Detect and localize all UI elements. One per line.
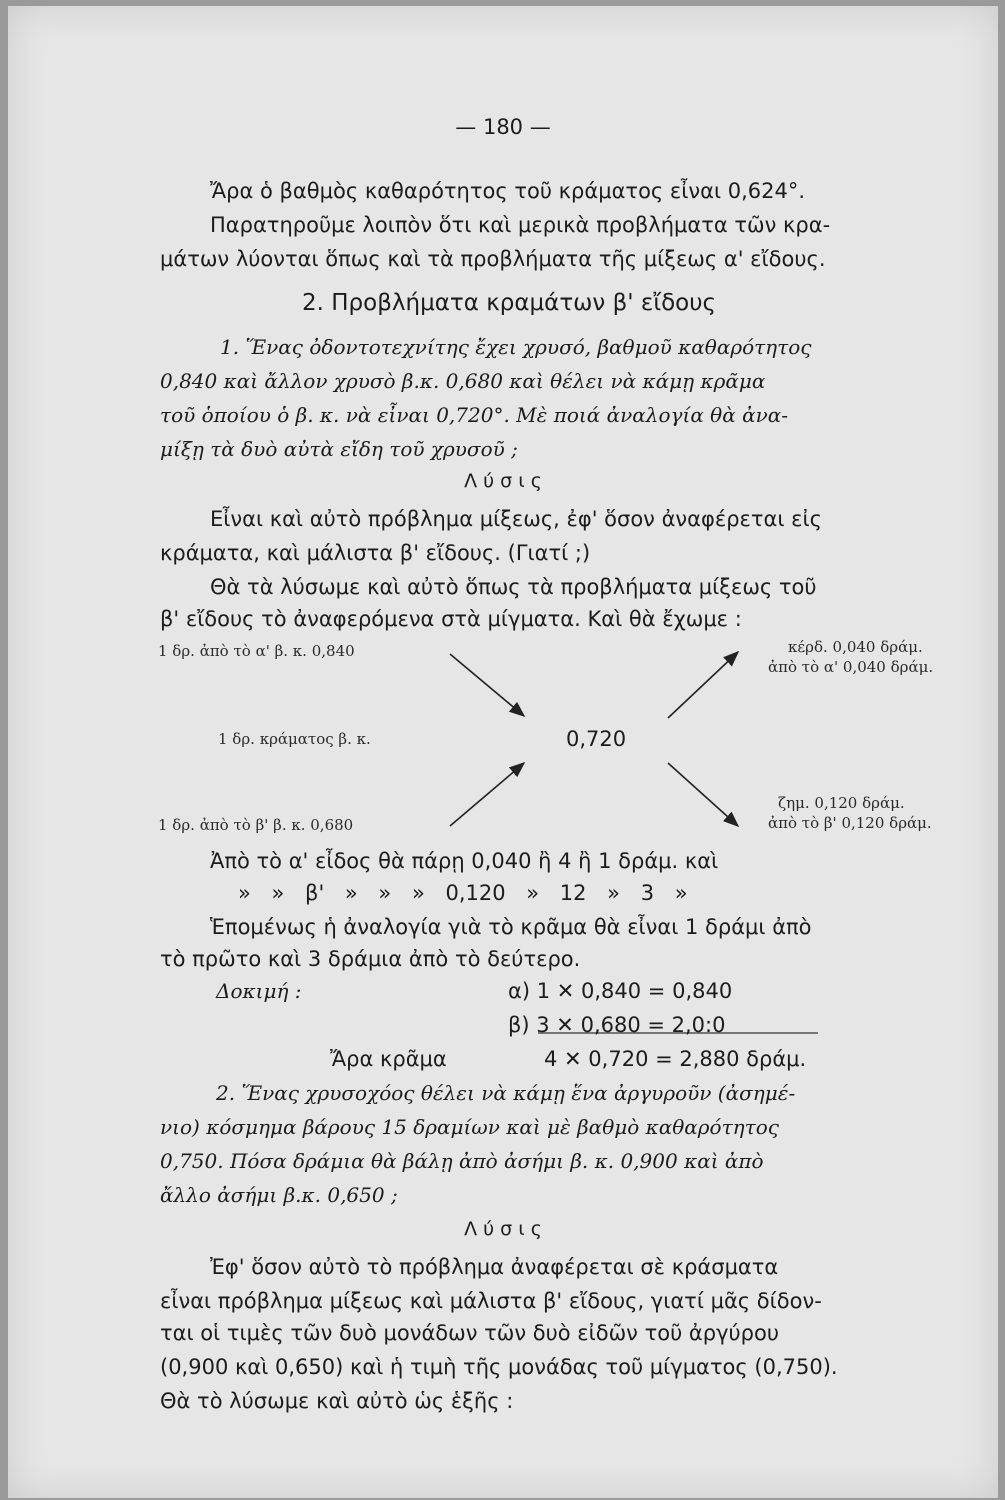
text-line: Θὰ τὸ λύσωμε καὶ αὐτὸ ὡς ἑξῆς : (160, 1389, 514, 1413)
book-page (8, 6, 998, 1498)
arrow-line (668, 763, 738, 826)
problem-1-text: 0,840 καὶ ἄλλον χρυσὸ β.κ. 0,680 καὶ θέλει νὰ κάμῃ κρᾶμα (160, 369, 766, 393)
problem-2-text: 0,750. Πόσα δράμια θὰ βάλῃ ἀπὸ ἀσήμι β. κ. 0,900 καὶ ἀπὸ (160, 1149, 764, 1173)
page-number: — 180 — (455, 115, 551, 139)
solution-label: Λ ύ σ ι ς (464, 1218, 542, 1240)
text-line: τὸ πρῶτο καὶ 3 δράμια ἀπὸ τὸ δεύτερο. (160, 947, 581, 971)
diagram-right-top: κέρδ. 0,040 δράμ. (788, 638, 923, 656)
problem-2-text: ἄλλο ἀσήμι β.κ. 0,650 ; (160, 1183, 398, 1207)
arrow-line (668, 652, 738, 718)
proof-label: Δοκιμή : (216, 979, 302, 1003)
diagram-right-bot: ζημ. 0,120 δράμ. (778, 794, 905, 812)
proof-total: 4 ✕ 0,720 = 2,880 δράμ. (544, 1047, 807, 1071)
text-line: Ἐφ' ὅσον αὐτὸ τὸ πρόβλημα ἀναφέρεται σὲ κράσματα (210, 1255, 779, 1279)
text-line: ται οἱ τιμὲς τῶν δυὸ μονάδων τῶν δυὸ εἰδῶν τοῦ ἀργύρου (160, 1321, 779, 1345)
problem-1-text: μίξῃ τὰ δυὸ αὐτὰ εἴδη τοῦ χρυσοῦ ; (160, 437, 518, 461)
arrow-line (450, 763, 524, 826)
text-line: εἶναι πρόβλημα μίξεως καὶ μάλιστα β' εἴδους, γιατί μᾶς δίδον- (160, 1289, 822, 1313)
text-line: Ἄρα ὁ βαθμὸς καθαρότητος τοῦ κράματος εἶναι 0,624°. (210, 179, 806, 203)
text-line: Θὰ τὰ λύσωμε καὶ αὐτὸ ὅπως τὰ προβλήματα μίξεως τοῦ (210, 575, 817, 599)
text-line: μάτων λύονται ὅπως καὶ τὰ προβλήματα τῆς μίξεως α' εἴδους. (160, 247, 826, 271)
problem-1-text: τοῦ ὁποίου ὁ β. κ. νὰ εἶναι 0,720°. Μὲ ποιά ἀναλογία θὰ ἀνα- (160, 403, 789, 427)
proof-line: β) 3 ✕ 0,680 = 2,0:0 (508, 1013, 726, 1037)
solution-label: Λ ύ σ ι ς (464, 470, 542, 492)
arrow-line (450, 654, 524, 716)
problem-1-text: 1. Ἕνας ὀδοντοτεχνίτης ἔχει χρυσό, βαθμοῦ καθαρότητος (220, 335, 812, 359)
diagram-left-top: 1 δρ. ἀπὸ τὸ α' β. κ. 0,840 (158, 642, 355, 660)
proof-total-label: Ἄρα κρᾶμα (330, 1047, 447, 1071)
problem-2-text: 2. Ἕνας χρυσοχόος θέλει νὰ κάμῃ ἕνα ἀργυροῦν (ἀσημέ- (216, 1081, 796, 1105)
diagram-center-value: 0,720 (566, 727, 627, 751)
result-line: Ἀπὸ τὸ α' εἶδος θὰ πάρῃ 0,040 ἢ 4 ἢ 1 δράμ. καὶ (210, 849, 719, 873)
diagram-right-top: ἀπὸ τὸ α' 0,040 δράμ. (768, 658, 934, 676)
diagram-right-bot: ἀπὸ τὸ β' 0,120 δράμ. (768, 814, 932, 832)
text-line: κράματα, καὶ μάλιστα β' εἴδους. (Γιατί ;) (160, 541, 591, 565)
diagram-left-mid: 1 δρ. κράματος β. κ. (218, 730, 371, 748)
result-line: » » β' » » » 0,120 » 12 » 3 » (238, 881, 688, 905)
problem-2-text: νιο) κόσμημα βάρους 15 δραμίων καὶ μὲ βαθμὸ καθαρότητος (160, 1115, 779, 1139)
text-line: Ἑπομένως ἡ ἀναλογία γιὰ τὸ κρᾶμα θὰ εἶναι 1 δράμι ἀπὸ (210, 915, 812, 939)
section-heading: 2. Προβλήματα κραμάτων β' εἴδους (302, 290, 717, 316)
text-line: (0,900 καὶ 0,650) καὶ ἡ τιμὴ τῆς μονάδας τοῦ μίγματος (0,750). (160, 1355, 838, 1379)
text-line: Εἶναι καὶ αὐτὸ πρόβλημα μίξεως, ἐφ' ὅσον ἀναφέρεται εἰς (210, 507, 822, 531)
text-line: Παρατηροῦμε λοιπὸν ὅτι καὶ μερικὰ προβλήματα τῶν κρα- (210, 213, 831, 237)
text-line: β' εἴδους τὸ ἀναφερόμενα στὰ μίγματα. Καὶ θὰ ἔχωμε : (160, 607, 742, 631)
diagram-left-bot: 1 δρ. ἀπὸ τὸ β' β. κ. 0,680 (158, 816, 354, 834)
proof-line: α) 1 ✕ 0,840 = 0,840 (508, 979, 733, 1003)
